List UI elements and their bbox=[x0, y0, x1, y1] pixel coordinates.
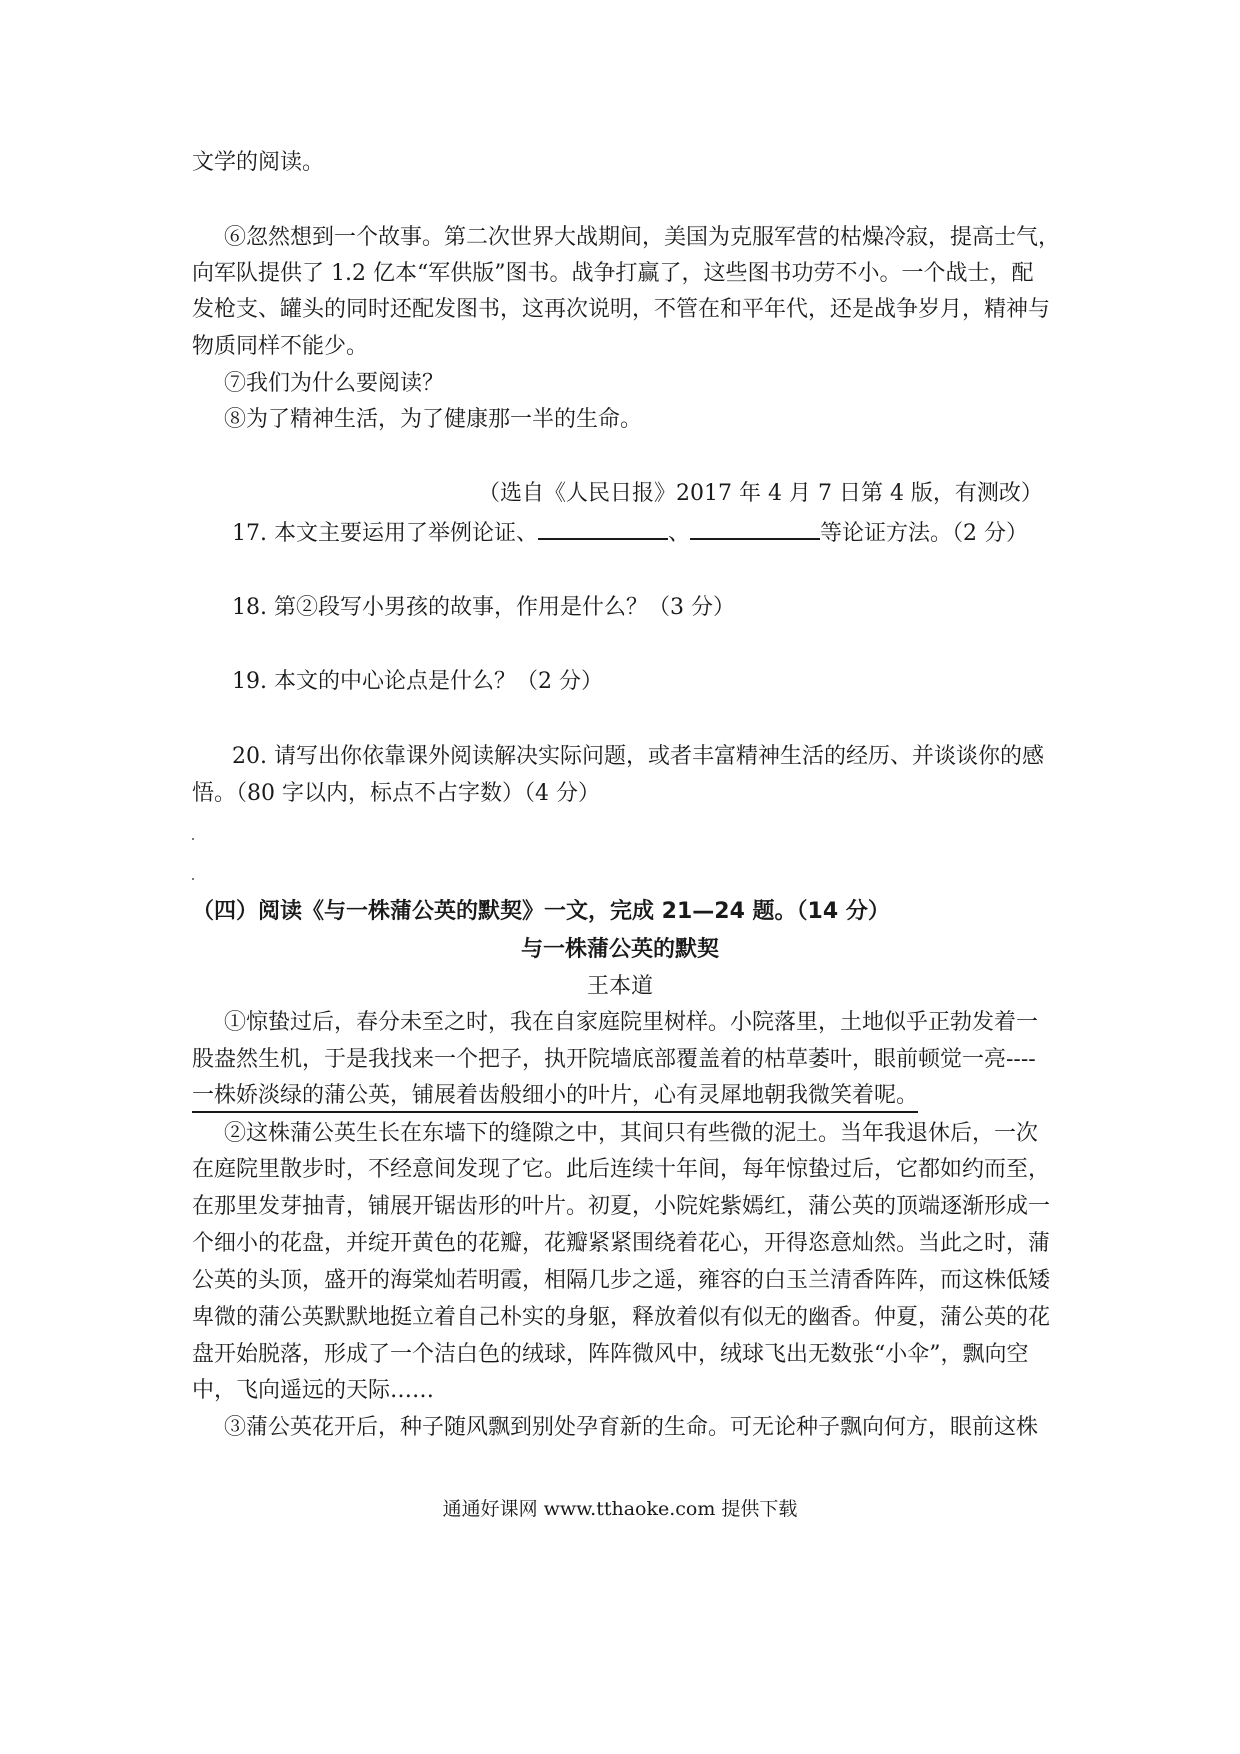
question-20-line-2: 悟。（80 字以内，标点不占字数）（4 分） bbox=[192, 781, 600, 806]
question-17-separator: 、 bbox=[667, 521, 690, 546]
article-paragraph-2-line-2: 在庭院里散步时，不经意间发现了它。此后连续十年间，每年惊蛰过后，它都如约而至， bbox=[192, 1157, 1051, 1182]
passage-paragraph-6-line-1: ⑥忽然想到一个故事。第二次世界大战期间，美国为克服军营的枯燥冷寂，提高士气， bbox=[224, 225, 1061, 250]
question-18: 18. 第②段写小男孩的故事，作用是什么？（3 分） bbox=[232, 595, 735, 620]
article-paragraph-1-line-1: ①惊蛰过后，春分未至之时，我在自家庭院里树样。小院落里，土地似乎正勃发着一 bbox=[224, 1010, 1039, 1035]
passage-paragraph-6-line-2: 向军队提供了 1.2 亿本“军供版”图书。战争打赢了，这些图书功劳不小。一个战士，配 bbox=[192, 261, 1034, 286]
article-paragraph-2-line-3: 在那里发芽抽青，铺展开锯齿形的叶片。初夏，小院姹紫嫣红，蒲公英的顶端逐渐形成一 bbox=[192, 1194, 1051, 1219]
section-4-heading: （四）阅读《与一株蒲公英的默契》一文，完成 21—24 题。（14 分） bbox=[192, 899, 890, 924]
passage-paragraph-8: ⑧为了精神生活，为了健康那一半的生命。 bbox=[224, 407, 643, 432]
scan-speck bbox=[192, 838, 194, 840]
article-paragraph-2-line-4: 个细小的花盘，并绽开黄色的花瓣，花瓣紧紧围绕着花心，开得恣意灿然。当此之时，蒲 bbox=[192, 1231, 1051, 1256]
article-author: 王本道 bbox=[586, 974, 653, 999]
answer-blank-2 bbox=[690, 518, 820, 540]
article-paragraph-2-line-6: 卑微的蒲公英默默地挺立着自己朴实的身躯，释放着似有似无的幽香。仲夏，蒲公英的花 bbox=[192, 1305, 1051, 1330]
question-20-line-1: 20. 请写出你依靠课外阅读解决实际问题，或者丰富精神生活的经历、并谈谈你的感 bbox=[232, 744, 1044, 769]
passage-paragraph-7: ⑦我们为什么要阅读？ bbox=[224, 371, 445, 396]
scan-speck bbox=[192, 878, 194, 880]
article-paragraph-2-line-8: 中，飞向遥远的天际…… bbox=[192, 1378, 435, 1403]
question-17-prefix: 17. 本文主要运用了举例论证、 bbox=[232, 521, 538, 546]
passage-line: 文学的阅读。 bbox=[192, 150, 325, 175]
page-footer: 通通好课网 www.tthaoke.com 提供下载 bbox=[442, 1498, 798, 1520]
article-paragraph-1-line-2: 股盎然生机，于是我找来一个把子，执开院墙底部覆盖着的枯草萎叶，眼前顿觉一亮---- bbox=[192, 1047, 1036, 1072]
article-paragraph-3-line-1: ③蒲公英花开后，种子随风飘到别处孕育新的生命。可无论种子飘向何方，眼前这株 bbox=[224, 1415, 1039, 1440]
article-title: 与一株蒲公英的默契 bbox=[520, 937, 719, 962]
question-17 bbox=[232, 518, 1028, 549]
article-paragraph-2-line-5: 公英的头顶，盛开的海棠灿若明霞，相隔几步之遥，雍容的白玉兰清香阵阵，而这株低矮 bbox=[192, 1268, 1051, 1293]
question-19: 19. 本文的中心论点是什么？（2 分） bbox=[232, 669, 603, 694]
article-paragraph-2-line-7: 盘开始脱落，形成了一个洁白色的绒球，阵阵微风中，绒球飞出无数张“小伞”，飘向空 bbox=[192, 1342, 1029, 1367]
passage-source: （选自《人民日报》2017 年 4 月 7 日第 4 版，有测改） bbox=[478, 481, 1043, 506]
passage-paragraph-6-line-4: 物质同样不能少。 bbox=[192, 334, 369, 359]
passage-paragraph-6-line-3: 发枪支、罐头的同时还配发图书，这再次说明，不管在和平年代，还是战争岁月，精神与 bbox=[192, 297, 1051, 322]
article-paragraph-2-line-1: ②这株蒲公英生长在东墙下的缝隙之中，其间只有些微的泥土。当年我退休后，一次 bbox=[224, 1121, 1039, 1146]
article-paragraph-1-line-3-underlined: 一株娇淡绿的蒲公英，铺展着齿般细小的叶片，心有灵犀地朝我微笑着呢。 bbox=[192, 1081, 918, 1113]
answer-blank-1 bbox=[538, 518, 668, 540]
question-17-suffix: 等论证方法。（2 分） bbox=[820, 521, 1028, 546]
